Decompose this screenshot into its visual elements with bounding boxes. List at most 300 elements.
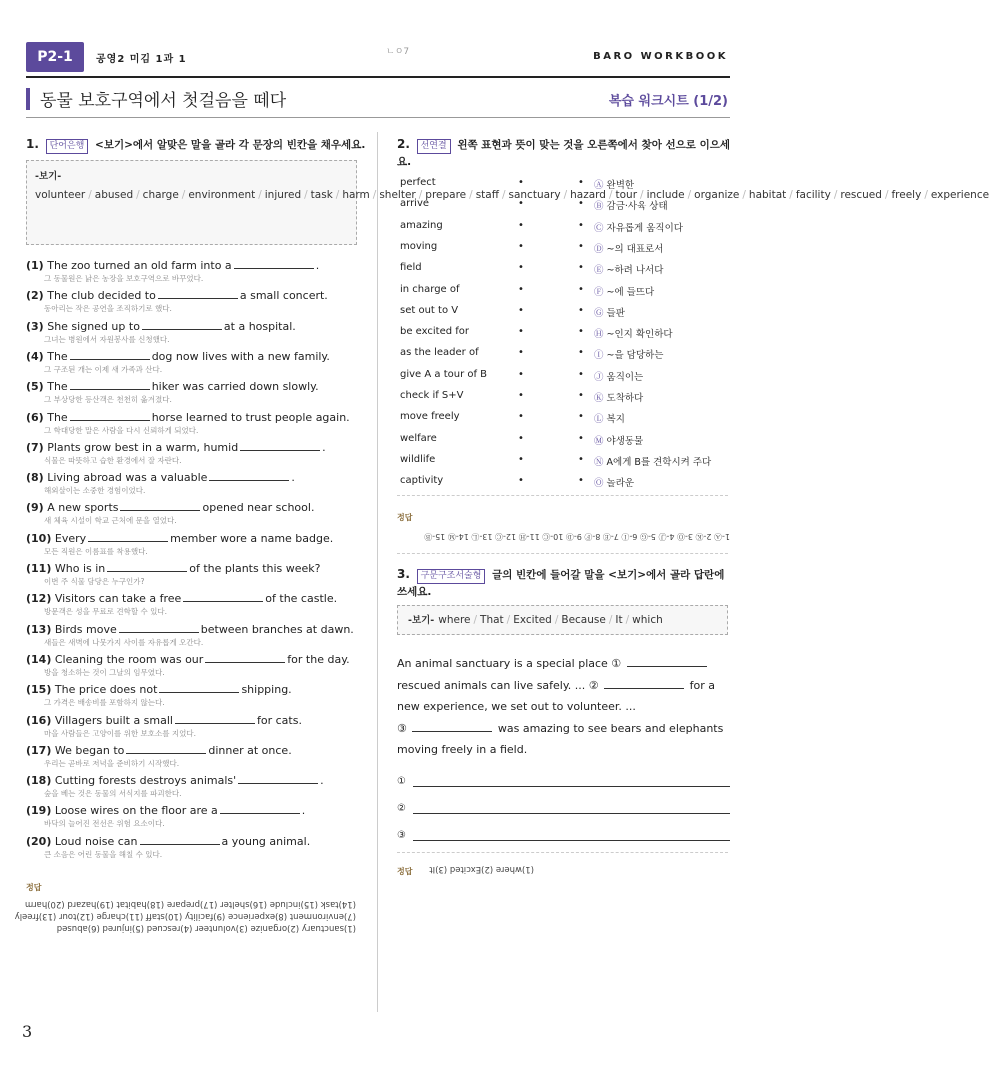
sentence-english [26, 623, 371, 637]
sentence-part-b: between branches at dawn. [200, 622, 354, 636]
match-dot-right[interactable]: • [578, 326, 584, 338]
sentence-blank[interactable] [158, 290, 238, 299]
match-dot-left[interactable]: • [518, 368, 524, 380]
match-right [594, 305, 625, 319]
word-bank-item: tour [615, 189, 638, 201]
match-letter: Ⓜ [594, 435, 604, 447]
q2-answer-key: 1-Ⓐ 2-Ⓚ 3-Ⓞ 4-Ⓙ 5-Ⓖ 6-Ⓘ 7-Ⓔ 8-Ⓕ 9-Ⓓ 10-Ⓒ 11-Ⓗ 12-Ⓒ 13-Ⓛ 14-Ⓜ 15-Ⓑ [424, 532, 730, 541]
match-dot-right[interactable]: • [578, 262, 584, 274]
word-bank-item: sanctuary [508, 189, 561, 201]
sentence-korean: 그 구조된 개는 이제 새 가족과 산다. [44, 364, 163, 374]
word-separator: / [833, 189, 838, 201]
match-meaning: ~인지 확인하다 [606, 329, 673, 341]
sentence-part-b: for cats. [256, 713, 302, 727]
sentence-part-b: hiker was carried down slowly. [151, 380, 319, 394]
q3-heading [397, 566, 730, 600]
sentence-item [26, 501, 371, 526]
sentence-part-b: member wore a name badge. [170, 531, 334, 545]
sentence-blank[interactable] [107, 563, 187, 572]
sentence-blank[interactable] [234, 260, 314, 269]
match-row [400, 237, 730, 258]
word-bank-item: injured [264, 189, 302, 201]
sentence-part-a: Loud noise can [54, 834, 138, 848]
match-dot-right[interactable]: • [578, 240, 584, 252]
sentence-item [26, 653, 371, 678]
sentence-item [26, 289, 371, 314]
sentence-blank[interactable] [183, 593, 263, 602]
match-dot-left[interactable]: • [518, 432, 524, 444]
sentence-korean: 식물은 따뜻하고 습한 환경에서 잘 자란다. [44, 455, 182, 465]
sentence-blank[interactable] [238, 775, 318, 784]
match-row [400, 173, 730, 194]
answer-line-number: ② [397, 803, 406, 814]
match-left: arrive [400, 198, 430, 210]
page-number: 3 [22, 1022, 33, 1041]
word-bank-item: rescued [840, 189, 882, 201]
sentence-item [26, 714, 371, 739]
word-separator: / [687, 189, 692, 201]
match-dot-left[interactable]: • [518, 347, 524, 359]
header-rule [26, 76, 730, 78]
match-left: give A a tour of B [400, 368, 488, 380]
word-bank-item: Because [561, 614, 606, 626]
match-meaning: ~에 들뜨다 [606, 286, 655, 298]
sentence-part-a: The zoo turned an old farm into a [47, 259, 232, 272]
q2-number: 2. [397, 137, 410, 151]
sentence-korean: 모든 직원은 이름표를 착용했다. [44, 546, 148, 556]
passage-text-5: ③ [397, 721, 407, 735]
q2-tag: 선연결 [417, 139, 451, 154]
match-letter: Ⓞ [594, 478, 604, 490]
answer-line-number: ③ [397, 830, 406, 841]
sentence-korean: 방문객은 성을 무료로 견학할 수 있다. [44, 607, 167, 617]
passage-text-1: An animal sanctuary is a special place ① [397, 657, 622, 670]
match-dot-left[interactable]: • [518, 326, 524, 338]
q2-answer-label: 정답 [397, 513, 413, 522]
match-letter: Ⓛ [594, 414, 604, 426]
match-dot-left[interactable]: • [518, 198, 524, 210]
match-left: move freely [400, 411, 460, 423]
sentence-english [26, 441, 371, 455]
match-dot-right[interactable]: • [578, 368, 584, 380]
match-meaning: ~하려 나서다 [606, 265, 664, 277]
match-meaning: 복지 [606, 414, 625, 426]
sentence-korean: 새 체육 시설이 학교 근처에 문을 열었다. [44, 516, 177, 526]
q1-answer-line: (7)environment (8)experience (9)facility (10)staff (11)charge (12)tour (13)freely [14, 911, 356, 921]
sentence-blank[interactable] [88, 533, 168, 542]
sentence-number: (15) [26, 683, 52, 697]
page-title: 동물 보호구역에서 첫걸음을 떼다 [40, 91, 287, 111]
word-separator: / [372, 189, 377, 201]
match-row [400, 386, 730, 407]
column-divider [377, 132, 378, 1012]
match-dot-left[interactable]: • [518, 304, 524, 316]
sentence-english [26, 411, 371, 425]
q1-answer-key [14, 898, 356, 934]
match-dot-left[interactable]: • [518, 240, 524, 252]
sentence-korean: 그 동물원은 낡은 농장을 보호구역으로 바꾸었다. [44, 274, 204, 283]
sentence-number: (1) [26, 259, 44, 272]
sentence-item [26, 835, 371, 860]
match-dot-left[interactable]: • [518, 262, 524, 274]
word-bank-item: It [615, 614, 623, 626]
word-separator: / [88, 189, 92, 201]
passage-text-3: for a [689, 678, 716, 692]
word-separator: / [304, 189, 308, 201]
sentence-blank[interactable] [126, 745, 206, 754]
match-meaning: 움직이는 [606, 371, 644, 383]
q3-instruction: 글의 빈칸에 들어갈 말을 <보기>에서 골라 답란에 쓰세요. [397, 569, 725, 598]
answer-line-1[interactable] [397, 776, 730, 790]
sentence-part-b: . [301, 804, 306, 818]
sentence-number: (6) [26, 410, 44, 424]
sentence-part-b: of the castle. [265, 592, 338, 606]
sentence-blank[interactable] [70, 351, 150, 360]
sentence-english [26, 744, 371, 758]
match-letter: Ⓘ [594, 350, 604, 362]
match-dot-right[interactable]: • [578, 198, 584, 210]
word-separator: / [563, 189, 568, 201]
blank-3[interactable] [412, 723, 492, 732]
match-letter: Ⓖ [594, 307, 604, 319]
match-right [594, 198, 668, 212]
match-dot-left[interactable]: • [518, 390, 524, 401]
sentence-english [26, 835, 371, 849]
answer-line-rule [413, 813, 730, 814]
match-left: welfare [400, 432, 437, 444]
match-dot-right[interactable]: • [578, 475, 584, 487]
q2-instruction: 왼쪽 표현과 뜻이 맞는 것을 오른쪽에서 찾아 선으로 이으세요. [397, 139, 731, 168]
match-dot-right[interactable]: • [578, 304, 584, 316]
q1-instruction: <보기>에서 알맞은 말을 골라 각 문장의 빈칸을 채우세요. [95, 139, 366, 151]
answer-line-3[interactable] [397, 830, 730, 844]
match-meaning: 놀라운 [606, 478, 635, 490]
match-dot-left[interactable]: • [518, 177, 524, 188]
sentence-item [26, 441, 371, 466]
match-right [594, 177, 634, 191]
sentence-item [26, 320, 371, 345]
match-left: as the leader of [400, 347, 479, 359]
page-code: ㄴㅇ7 [386, 47, 410, 57]
match-dot-right[interactable]: • [578, 347, 584, 359]
match-meaning: 도착하다 [606, 393, 644, 404]
word-bank-item: That [480, 614, 504, 626]
match-left: check if S+V [400, 390, 464, 401]
blank-2[interactable] [604, 680, 684, 689]
word-separator: / [884, 189, 889, 201]
word-bank-item: which [632, 614, 663, 626]
q1-answer-line: (1)sanctuary (2)organize (3)volunteer (4)rescued (5)injured (6)abused [56, 923, 356, 933]
sentence-blank[interactable] [209, 472, 289, 481]
match-row [400, 258, 730, 279]
word-bank-item: task [310, 189, 333, 201]
word-separator: / [136, 189, 140, 201]
sentence-korean: 숲을 베는 것은 동물의 서식지를 파괴한다. [44, 789, 182, 799]
sentence-english [26, 804, 371, 818]
match-right [594, 347, 663, 361]
sentence-english [26, 774, 371, 788]
sentence-number: (2) [26, 289, 44, 303]
q3-answer-label: 정답 [397, 867, 413, 876]
sentence-item [26, 623, 371, 648]
match-left: perfect [400, 177, 436, 188]
word-bank-item: shelter [379, 189, 416, 201]
page-subtitle: 복습 워크시트 (1/2) [608, 94, 728, 109]
match-meaning: 완벽한 [606, 180, 635, 191]
match-right [594, 369, 643, 383]
match-meaning: ~을 담당하는 [606, 350, 664, 362]
sentence-part-b: dog now lives with a new family. [151, 349, 330, 363]
match-row [400, 343, 730, 364]
sentence-part-a: Loose wires on the floor are a [54, 804, 218, 818]
match-row [400, 429, 730, 450]
word-bank-item: include [646, 189, 685, 201]
match-right [594, 411, 625, 425]
match-dot-left[interactable]: • [518, 411, 524, 423]
sentence-blank[interactable] [205, 654, 285, 663]
match-dot-right[interactable]: • [578, 219, 584, 231]
sentence-blank[interactable] [70, 412, 150, 421]
sentence-number: (17) [26, 743, 52, 757]
q1-answer-line: (14)task (15)include (16)shelter (17)prepare (18)habitat (19)hazard (20)harm [24, 899, 356, 909]
sentence-number: (20) [26, 834, 52, 848]
word-separator: / [554, 614, 559, 626]
word-bank-item: organize [694, 189, 740, 201]
answer-line-number: ① [397, 776, 406, 787]
sentence-korean: 마을 사람들은 고양이를 위한 보호소를 지었다. [44, 728, 196, 738]
match-meaning: ~의 대표로서 [606, 243, 664, 255]
match-row [400, 365, 730, 386]
match-dot-left[interactable]: • [518, 453, 524, 465]
sentence-blank[interactable] [159, 684, 239, 693]
sentence-part-b: opened near school. [202, 501, 315, 515]
sentence-blank[interactable] [120, 502, 200, 511]
sentence-korean: 해외살이는 소중한 경험이었다. [44, 486, 146, 496]
sentence-item [26, 744, 371, 769]
word-separator: / [473, 614, 478, 626]
match-dot-right[interactable]: • [578, 283, 584, 295]
match-letter: Ⓐ [594, 180, 604, 191]
q1-answer-label: 정답 [26, 883, 42, 892]
match-dot-right[interactable]: • [578, 432, 584, 444]
brand-label: BARO WORKBOOK [593, 51, 728, 62]
word-separator: / [335, 189, 340, 201]
sentence-english [26, 714, 371, 728]
match-right [594, 220, 683, 234]
match-letter: Ⓗ [594, 329, 604, 341]
sentence-korean: 우리는 곧바로 저녁을 준비하기 시작했다. [44, 758, 180, 768]
sentence-english [26, 289, 371, 303]
match-letter: Ⓓ [594, 243, 604, 255]
sentence-english [26, 501, 371, 515]
sentence-part-b: a young animal. [221, 834, 311, 848]
sentence-english [26, 562, 371, 576]
sentence-english [26, 653, 371, 667]
sentence-number: (4) [26, 349, 44, 363]
q3-passage [397, 653, 730, 761]
word-separator: / [181, 189, 186, 201]
word-bank-item: prepare [425, 189, 467, 201]
match-left: captivity [400, 475, 444, 487]
sentence-item [26, 532, 371, 557]
sentence-blank[interactable] [240, 442, 320, 451]
sentence-item [26, 592, 371, 617]
sentence-number: (8) [26, 471, 44, 485]
word-bank-item: where [438, 614, 471, 626]
q3-answer-key: (1)where (2)Excited (3)It [429, 864, 534, 874]
sentence-number: (3) [26, 319, 44, 333]
sentence-part-a: We began to [54, 743, 125, 757]
match-row [400, 280, 730, 301]
match-dot-right[interactable]: • [578, 390, 584, 401]
sentence-part-a: Who is in [54, 562, 106, 575]
sentence-part-b: dinner at once. [208, 743, 292, 757]
sentence-item [26, 683, 371, 708]
sentence-part-a: The [47, 410, 68, 424]
match-letter: Ⓑ [594, 201, 604, 213]
match-dot-right[interactable]: • [578, 411, 584, 423]
sentence-number: (16) [26, 713, 52, 727]
q2-divider [397, 495, 728, 496]
sentence-number: (12) [26, 592, 52, 606]
sentence-part-b: of the plants this week? [189, 562, 321, 575]
title-rule [26, 117, 730, 118]
answer-line-2[interactable] [397, 803, 730, 817]
sentence-english [26, 532, 371, 546]
sentence-part-a: The price does not [54, 683, 158, 697]
sentence-part-b: . [291, 471, 295, 485]
match-meaning: 자유롭게 움직이다 [606, 222, 683, 234]
sentence-korean: 이번 주 식물 담당은 누구인가? [44, 577, 145, 586]
sentence-korean: 그녀는 병원에서 자원봉사를 신청했다. [44, 334, 170, 344]
word-separator: / [789, 189, 793, 201]
match-dot-right[interactable]: • [578, 453, 584, 465]
match-left: amazing [400, 219, 443, 231]
sentence-blank[interactable] [70, 381, 150, 390]
word-separator: / [418, 189, 423, 201]
sentence-part-a: The [47, 380, 68, 394]
match-letter: Ⓕ [594, 286, 604, 298]
sentence-part-b: . [320, 774, 324, 788]
sentence-english [26, 350, 371, 364]
word-bank-item: experience [930, 189, 989, 201]
q1-heading [26, 136, 371, 154]
match-dot-left[interactable]: • [518, 475, 524, 487]
passage-text-6: was amazing to see bears and elephants [497, 721, 724, 735]
sentence-number: (9) [26, 501, 44, 515]
word-bank-item: freely [891, 189, 922, 201]
word-bank-item: facility [795, 189, 831, 201]
match-right [594, 326, 673, 340]
sentence-part-b: shipping. [241, 683, 292, 697]
word-separator: / [742, 189, 746, 201]
title-accent [26, 88, 30, 110]
match-right [594, 433, 643, 447]
sentence-part-a: Every [54, 531, 87, 545]
match-meaning: 들판 [606, 307, 625, 319]
sentence-part-a: Cleaning the room was our [54, 652, 204, 666]
word-separator: / [625, 614, 630, 626]
match-right [594, 262, 663, 276]
q1-number: 1. [26, 137, 39, 151]
sentence-korean: 그 학대당한 말은 사람을 다시 신뢰하게 되었다. [44, 425, 199, 435]
sentence-item [26, 380, 371, 405]
sentence-part-b: . [315, 259, 320, 272]
sentence-part-a: A new sports [47, 501, 119, 515]
sentence-item [26, 471, 371, 496]
q3-box-label: -보기- [408, 615, 435, 626]
word-separator: / [506, 614, 511, 626]
word-separator: / [258, 189, 262, 201]
match-letter: Ⓝ [594, 456, 604, 468]
sentence-number: (7) [26, 440, 44, 454]
word-bank-item: habitat [748, 189, 787, 201]
sentence-item [26, 562, 371, 587]
match-dot-left[interactable]: • [518, 283, 524, 295]
q3-number: 3. [397, 567, 410, 581]
match-left: moving [400, 240, 438, 252]
match-letter: Ⓚ [594, 393, 604, 404]
q3-word-list [438, 614, 663, 626]
sentence-number: (18) [26, 774, 52, 788]
sentence-blank[interactable] [220, 805, 300, 814]
sentence-english [26, 259, 371, 273]
sentence-item [26, 411, 371, 436]
passage-text-4: new experience, we set out to volunteer. ... [397, 700, 636, 713]
match-meaning: A에게 B를 견학시켜 주다 [606, 456, 712, 468]
match-right [594, 454, 711, 468]
word-separator: / [608, 189, 613, 201]
word-bank-item: harm [342, 189, 370, 201]
sentence-number: (10) [26, 531, 52, 545]
match-right [594, 475, 634, 489]
sentence-korean: 큰 소음은 어린 동물을 해칠 수 있다. [44, 849, 163, 859]
sentence-blank[interactable] [142, 321, 222, 330]
q3-tag: 구문구조서술형 [417, 569, 486, 584]
lesson-badge: P2-1 [26, 42, 84, 72]
sentence-english [26, 320, 371, 334]
sentence-blank[interactable] [119, 624, 199, 633]
sentence-item [26, 259, 371, 284]
sentence-number: (11) [26, 562, 52, 575]
title-bar [26, 86, 730, 116]
match-dot-left[interactable]: • [518, 219, 524, 231]
match-row [400, 322, 730, 343]
match-left: in charge of [400, 283, 460, 295]
blank-1[interactable] [627, 658, 707, 667]
word-separator: / [501, 189, 506, 201]
sentence-korean: 그 가격은 배송비를 포함하지 않는다. [44, 698, 165, 708]
match-letter: Ⓒ [594, 222, 604, 234]
sentence-korean: 바닥의 늘어진 전선은 위험 요소이다. [44, 819, 165, 829]
sentence-korean: 그 부상당한 등산객은 천천히 옮겨졌다. [44, 395, 172, 405]
sentence-part-a: The club decided to [47, 289, 156, 303]
sentence-part-a: Villagers built a small [54, 713, 173, 727]
match-row [400, 471, 730, 492]
match-row [400, 194, 730, 215]
word-bank-item: environment [188, 189, 256, 201]
word-separator: / [469, 189, 473, 201]
match-left: field [400, 262, 422, 274]
sentence-english [26, 471, 371, 485]
sentence-number: (5) [26, 380, 44, 394]
match-dot-right[interactable]: • [578, 177, 584, 188]
match-meaning: 야생동물 [606, 435, 644, 447]
sentence-part-a: Living abroad was a valuable [47, 471, 208, 485]
sentence-blank[interactable] [140, 836, 220, 845]
sentence-blank[interactable] [175, 715, 255, 724]
match-right [594, 284, 654, 298]
